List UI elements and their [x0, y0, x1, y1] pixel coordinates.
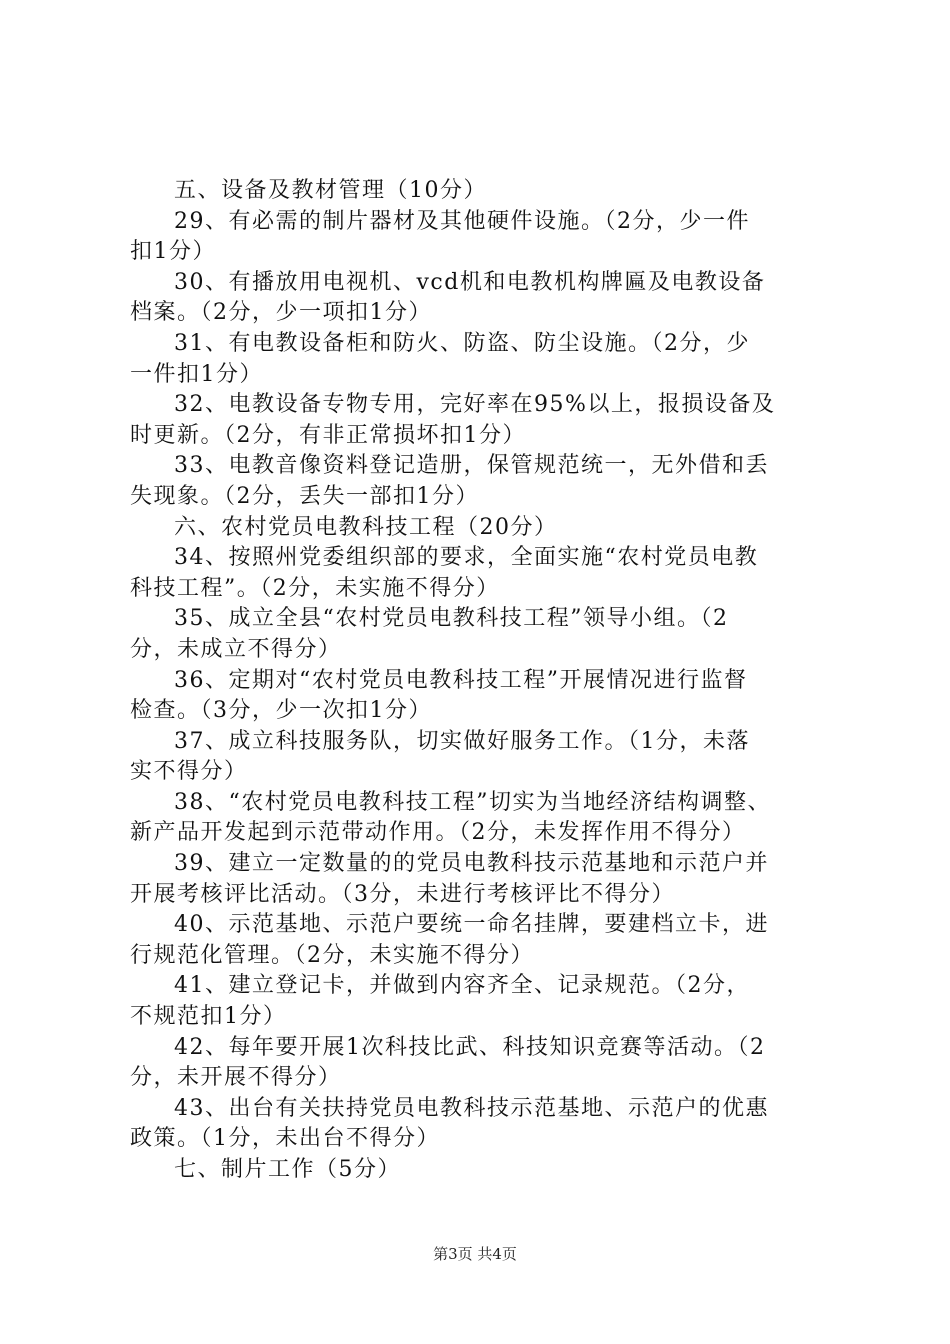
text-line: 七、制片工作（5分）	[174, 1157, 401, 1182]
text-line: 38、“农村党员电教科技工程”切实为当地经济结构调整、	[174, 789, 771, 815]
text-line: 六、农村党员电教科技工程（20分）	[174, 514, 558, 540]
text-line: 扣1分）	[130, 239, 216, 265]
text-line: 五、设备及教材管理（10分）	[174, 178, 487, 203]
text-line: 政策。（1分，未出台不得分）	[130, 1126, 440, 1152]
text-line: 分，未成立不得分）	[130, 636, 342, 662]
text-line: 实不得分）	[130, 759, 248, 785]
text-line: 41、建立登记卡，并做到内容齐全、记录规范。（2分，	[174, 973, 750, 999]
text-line: 一件扣1分）	[130, 361, 263, 387]
text-line: 36、定期对“农村党员电教科技工程”开展情况进行监督	[174, 667, 748, 693]
text-line: 不规范扣1分）	[130, 1004, 287, 1030]
page-footer: 第3页 共4页	[433, 1245, 517, 1263]
text-line: 开展考核评比活动。（3分，未进行考核评比不得分）	[130, 881, 675, 907]
text-line: 40、示范基地、示范户要统一命名挂牌，要建档立卡，进	[174, 912, 769, 938]
text-line: 35、成立全县“农村党员电教科技工程”领导小组。（2	[174, 606, 729, 632]
text-line: 时更新。（2分，有非正常损坏扣1分）	[130, 422, 526, 448]
text-line: 33、电教音像资料登记造册，保管规范统一，无外借和丢	[174, 453, 769, 479]
document-body	[130, 176, 830, 1186]
text-line: 检查。（3分，少一次扣1分）	[130, 698, 432, 724]
text-line: 分，未开展不得分）	[130, 1065, 342, 1091]
text-line: 失现象。（2分，丢失一部扣1分）	[130, 483, 479, 509]
text-line: 30、有播放用电视机、vcd机和电教机构牌匾及电教设备	[174, 269, 766, 295]
text-line: 37、成立科技服务队，切实做好服务工作。（1分，未落	[174, 728, 750, 754]
text-line: 29、有必需的制片器材及其他硬件设施。（2分，少一件	[174, 208, 750, 234]
text-line: 行规范化管理。（2分，未实施不得分）	[130, 942, 534, 968]
text-line: 档案。（2分，少一项扣1分）	[130, 300, 432, 326]
text-line: 43、出台有关扶持党员电教科技示范基地、示范户的优惠	[174, 1095, 769, 1121]
text-line: 34、按照州党委组织部的要求，全面实施“农村党员电教	[174, 545, 759, 571]
text-line: 科技工程”。（2分，未实施不得分）	[130, 575, 500, 601]
text-line: 31、有电教设备柜和防火、防盗、防尘设施。（2分，少	[174, 330, 750, 356]
text-line: 42、每年要开展1次科技比武、科技知识竞赛等活动。（2	[174, 1034, 766, 1060]
text-line: 32、电教设备专物专用，完好率在95%以上，报损设备及	[174, 392, 776, 418]
text-line: 39、建立一定数量的的党员电教科技示范基地和示范户并	[174, 851, 769, 877]
text-line: 新产品开发起到示范带动作用。（2分，未发挥作用不得分）	[130, 820, 746, 846]
